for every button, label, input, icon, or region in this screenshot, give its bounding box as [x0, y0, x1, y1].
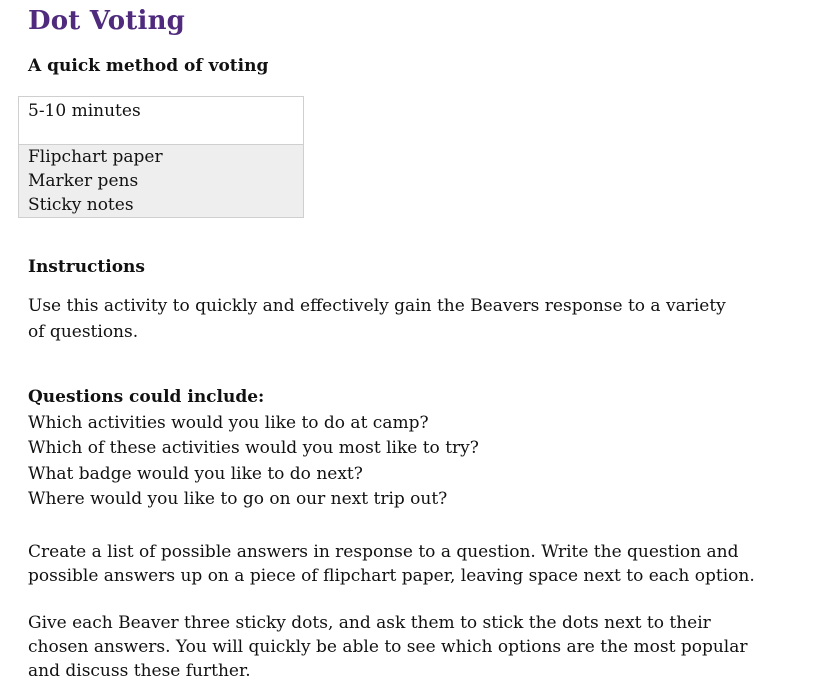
activity-info-box [18, 96, 304, 218]
time-needed: 5-10 minutes [19, 97, 303, 145]
questions-list [28, 385, 479, 513]
question-item: What badge would you like to do next? [28, 463, 363, 484]
equipment-list [19, 145, 303, 217]
question-item: Which activities would you like to do at camp? [28, 412, 429, 433]
page-title: Dot Voting [28, 6, 186, 36]
question-item: Where would you like to go on our next trip out? [28, 489, 448, 509]
question-item: Which of these activities would you most like to try? [28, 438, 479, 458]
equipment-item: Marker pens [28, 171, 139, 191]
instructions-heading: Instructions [28, 257, 145, 277]
instruction-paragraph-1: Create a list of possible answers in response to a question. Write the question and possible answers up on a piece of flipchart paper, leaving space next to each option. [28, 542, 755, 586]
questions-heading: Questions could include: [28, 387, 265, 407]
page-subtitle: A quick method of voting [28, 56, 269, 76]
intro-paragraph: Use this activity to quickly and effectively gain the Beavers response to a variety of questions. [28, 296, 726, 342]
equipment-item: Flipchart paper [28, 147, 163, 167]
instruction-paragraph-2: Give each Beaver three sticky dots, and ask them to stick the dots next to their chosen answers. You will quickly be able to see which options are the most popular and discuss these further. [28, 613, 748, 681]
equipment-item: Sticky notes [28, 195, 134, 215]
